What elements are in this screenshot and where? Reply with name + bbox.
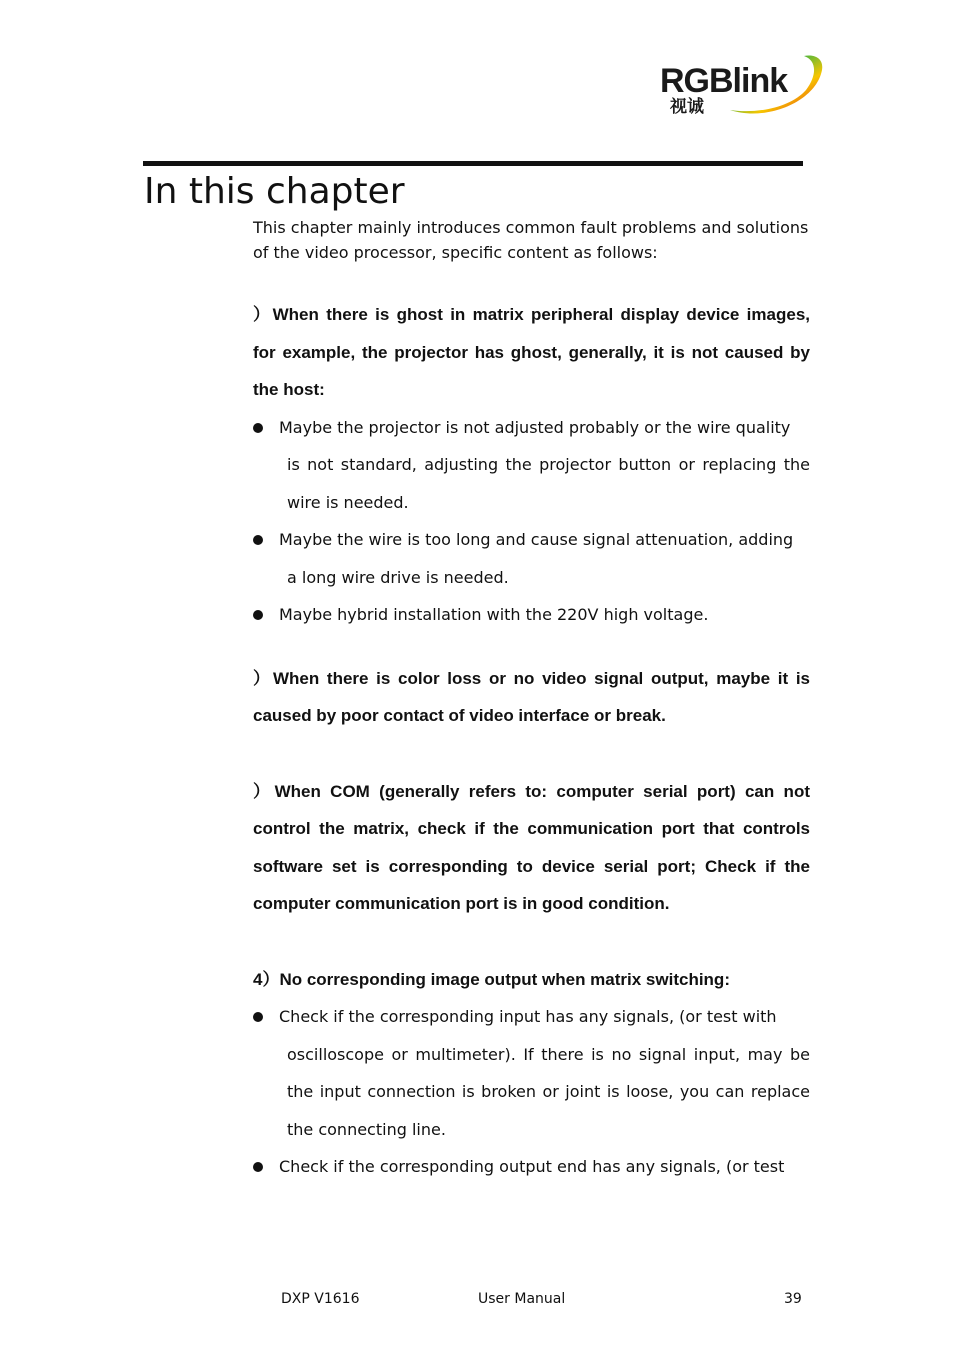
bullet-text-continued: a long wire drive is needed. [287,567,509,587]
chapter-title: In this chapter [144,171,405,212]
footer-doc-type: User Manual [478,1291,566,1307]
bullet-item [253,1148,810,1186]
bullet-dot-icon [253,610,263,620]
bullet-dot-icon [253,1012,263,1022]
bullet-item [253,596,810,634]
chapter-body [253,215,810,1186]
svg-text:RGBlink: RGBlink [660,62,788,100]
bullet-text: Maybe the projector is not adjusted probably or the wire quality [279,417,791,437]
footer-page-number: 39 [784,1291,802,1307]
intro-paragraph: This chapter mainly introduces common fault problems and solutions of the video processor, specific content as follows: [253,218,809,262]
bullet-text: Check if the corresponding input has any signals, (or test with [279,1007,777,1026]
bullet-dot-icon [253,423,263,433]
bullet-text: Maybe hybrid installation with the 220V high voltage. [279,605,709,624]
section-heading-4: 4）No corresponding image output when matrix switching: [253,969,730,989]
bullet-text: Maybe the wire is too long and cause signal attenuation, adding [279,530,794,549]
bullet-item [253,409,810,522]
section-heading-1: ）When there is ghost in matrix peripheral display device images, for example, the projector has ghost, generally, it is not caused by the host: [253,305,810,399]
svg-text:视诚: 视诚 [670,97,704,117]
bullet-item [253,521,810,596]
bullet-item [253,998,810,1148]
bullet-text-continued: is not standard, adjusting the projector button or replacing the wire is needed. [287,455,810,512]
bullet-text: Check if the corresponding output end has any signals, (or test [279,1157,785,1176]
footer-model: DXP V1616 [281,1291,360,1307]
bullet-dot-icon [253,535,263,545]
section-heading-2: ）When there is color loss or no video signal output, maybe it is caused by poor contact of video interface or break. [253,668,810,725]
rgblink-logo [656,52,826,118]
bullet-dot-icon [253,1162,263,1172]
section-heading-3: ）When COM (generally refers to: computer serial port) can not control the matrix, check if the communication port that controls software set is corresponding to device serial port; Check if the computer communication port is in good condition. [253,781,810,913]
title-rule [143,161,803,166]
bullet-text-continued: oscilloscope or multimeter). If there is no signal input, may be the input connection is broken or joint is loose, you can replace the connecting line. [287,1044,810,1139]
